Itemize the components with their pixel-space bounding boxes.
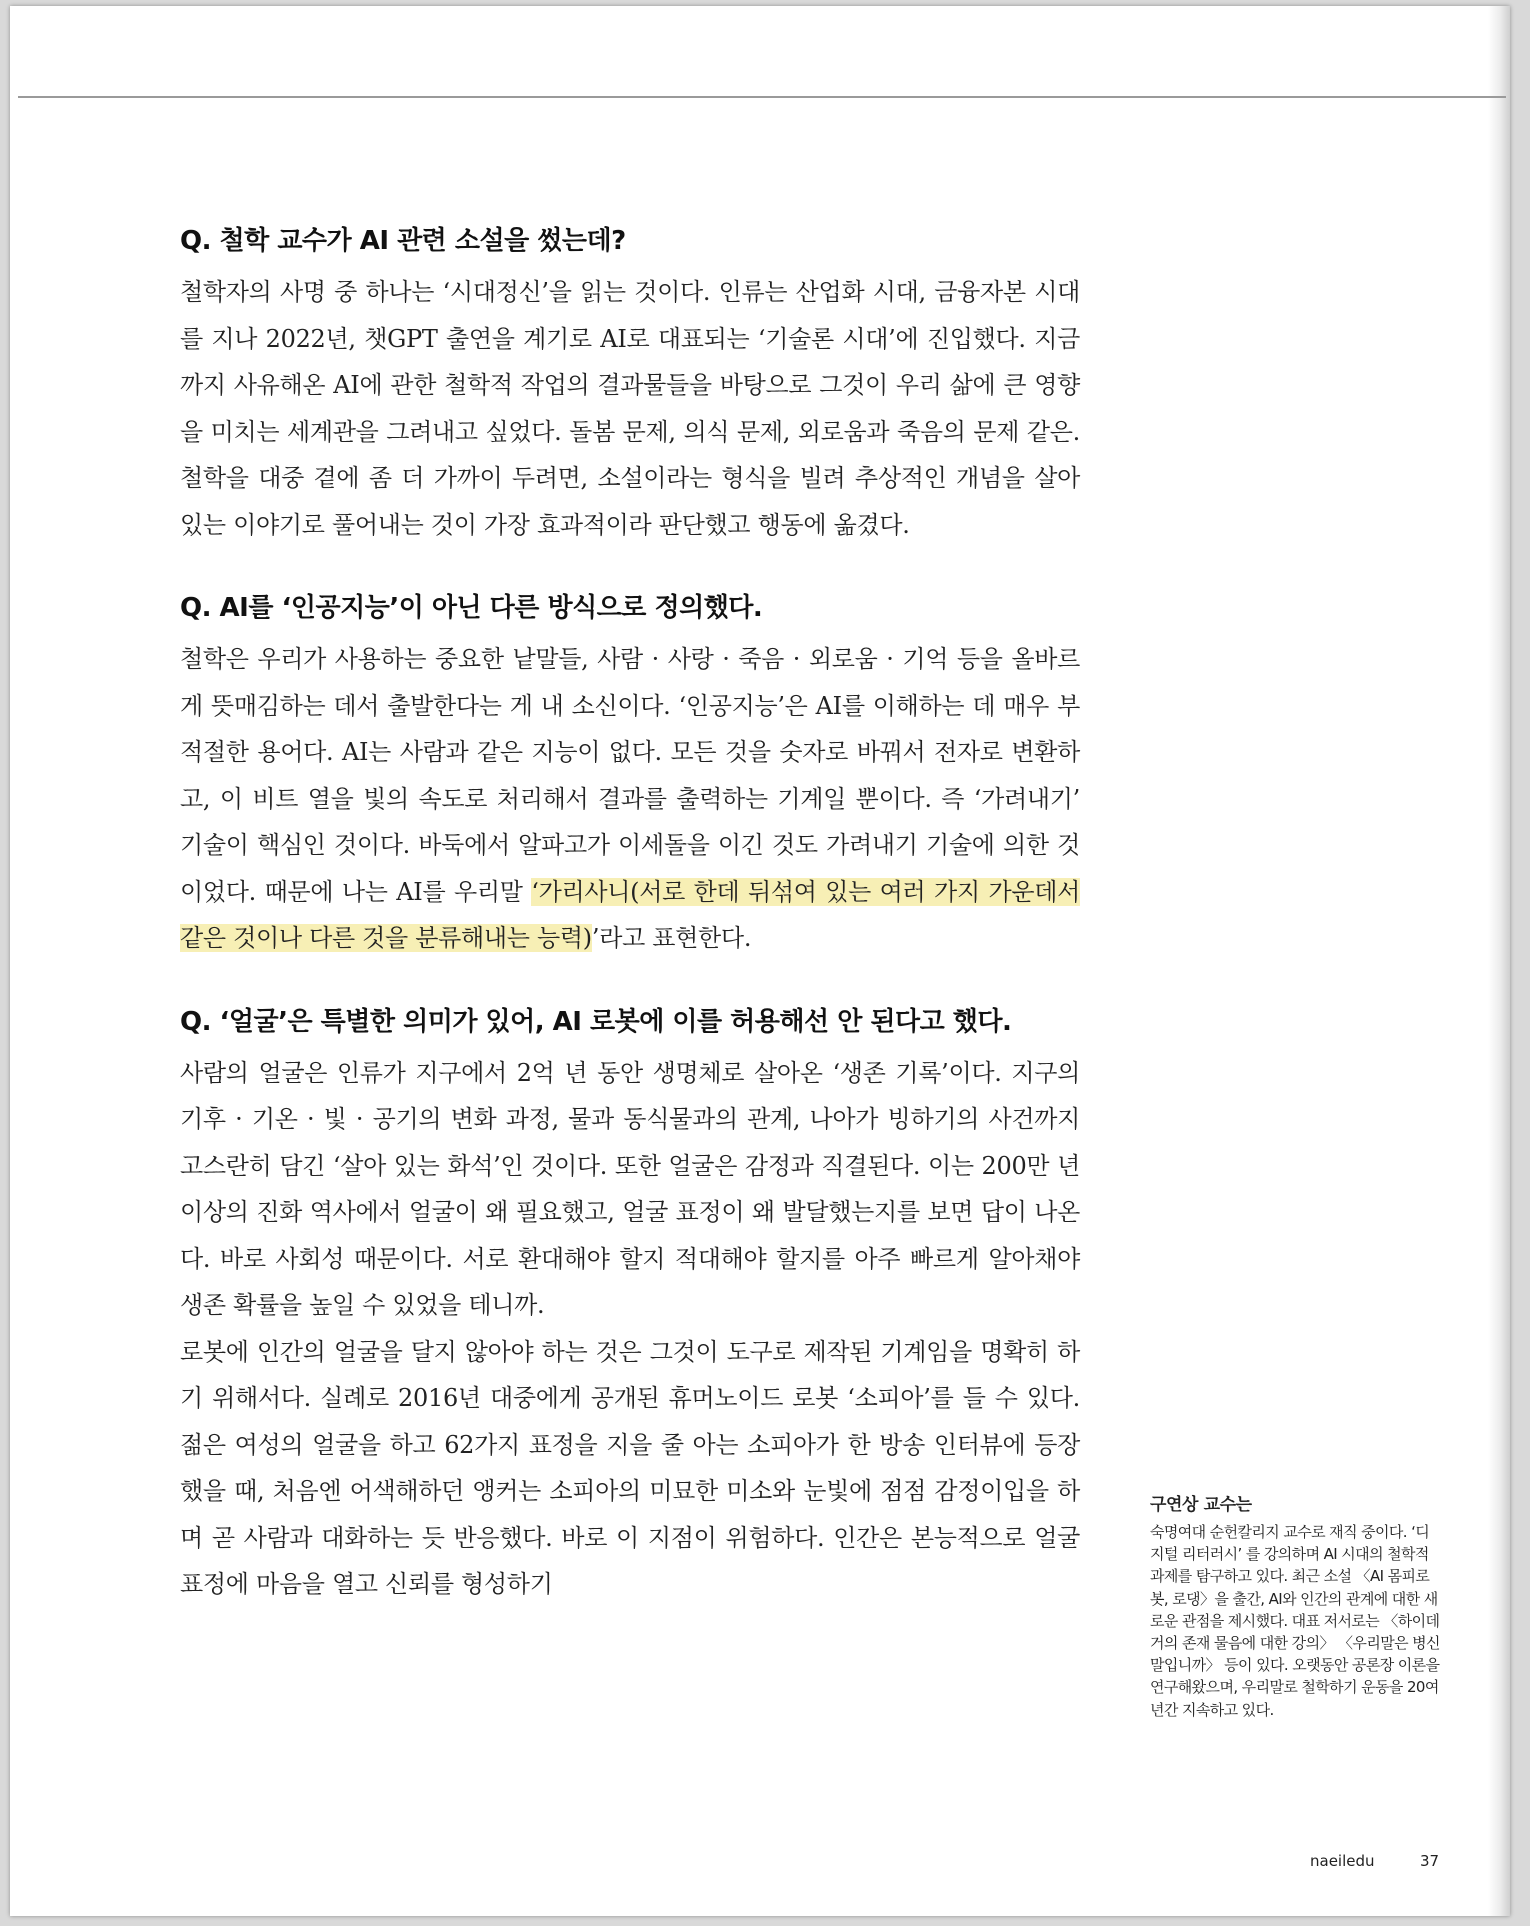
interview-article <box>180 221 1080 1648</box>
answer-text: ’라고 표현한다. <box>591 924 752 952</box>
answer-text: 철학은 우리가 사용하는 중요한 낱말들, 사람 · 사랑 · 죽음 · 외로움 · 기억 등을 올바르게 뜻매김하는 데서 출발한다는 게 내 소신이다. ‘인공지능’은 AI를 이해하는 데 매우 부적절한 용어다. AI는 사람과 같은 지능이 없다. 모든 것을 숫자로 바꿔서 전자로 변환하고, 이 비트 열을 빛의 속도로 처리해서 결과를 출력하는 기계일 뿐이다. 즉 ‘가려내기’ 기술이 핵심인 것이다. 바둑에서 알파고가 이세돌을 이긴 것도 가려내기 기술에 의한 것이었다. 때문에 나는 AI를 우리말 <box>180 645 1080 906</box>
qa-section-2 <box>180 588 1080 962</box>
qa-section-3 <box>180 1002 1080 1608</box>
author-bio-sidebar <box>1150 1490 1440 1721</box>
qa-section-1 <box>180 221 1080 548</box>
page-number: 37 <box>1420 1852 1440 1870</box>
answer-paragraph <box>180 636 1080 962</box>
bio-title: 구연상 교수는 <box>1150 1495 1252 1515</box>
footer-brand: naeiledu <box>1310 1852 1375 1870</box>
question-heading: Q. 철학 교수가 AI 관련 소설을 썼는데? <box>180 226 626 256</box>
question-heading: Q. AI를 ‘인공지능’이 아닌 다른 방식으로 정의했다. <box>180 593 763 623</box>
page-spine-shadow <box>1488 6 1510 1916</box>
header-divider <box>18 96 1506 98</box>
highlighted-text: ‘가리사니(서로 한데 뒤섞여 있는 여러 가지 가운데서 같은 것이나 다른 것을 분류해내는 능력) <box>180 877 1080 952</box>
magazine-page <box>10 6 1510 1916</box>
question-heading: Q. ‘얼굴’은 특별한 의미가 있어, AI 로봇에 이를 허용해선 안 된다고 했다. <box>180 1006 1012 1037</box>
answer-paragraph: 사람의 얼굴은 인류가 지구에서 2억 년 동안 생명체로 살아온 ‘생존 기록’이다. 지구의 기후 · 기온 · 빛 · 공기의 변화 과정, 물과 동식물과의 관계, 나아가 빙하기의 사건까지 고스란히 담긴 ‘살아 있는 화석’인 것이다. 또한 얼굴은 감정과 직결된다. 이는 200만 년 이상의 진화 역사에서 얼굴이 왜 필요했고, 얼굴 표정이 왜 발달했는지를 보면 답이 나온다. 바로 사회성 때문이다. 서로 환대해야 할지 적대해야 할지를 아주 빠르게 알아채야 생존 확률을 높일 수 있었을 테니까. <box>180 1058 1080 1319</box>
bio-body: 숙명여대 순헌칼리지 교수로 재직 중이다. ‘디지털 리터러시’ 를 강의하며 AI 시대의 철학적 과제를 탐구하고 있다. 최근 소설 〈AI 몸피로봇, 로댕〉을 출간, AI와 인간의 관계에 대한 새로운 관점을 제시했다. 대표 저서로는 〈하이데거의 존재 물음에 대한 강의〉 〈우리말은 병신 말입니까〉 등이 있다. 오랫동안 공론장 이론을 연구해왔으며, 우리말로 철학하기 운동을 20여 년간 지속하고 있다. <box>1150 1523 1440 1719</box>
answer-paragraph: 로봇에 인간의 얼굴을 달지 않아야 하는 것은 그것이 도구로 제작된 기계임을 명확히 하기 위해서다. 실례로 2016년 대중에게 공개된 휴머노이드 로봇 ‘소피아’를 들 수 있다. 젊은 여성의 얼굴을 하고 62가지 표정을 지을 줄 아는 소피아가 한 방송 인터뷰에 등장했을 때, 처음엔 어색해하던 앵커는 소피아의 미묘한 미소와 눈빛에 점점 감정이입을 하며 곧 사람과 대화하는 듯 반응했다. 바로 이 지점이 위험하다. 인간은 본능적으로 얼굴 표정에 마음을 열고 신뢰를 형성하기 <box>180 1337 1080 1598</box>
answer-paragraph: 철학자의 사명 중 하나는 ‘시대정신’을 읽는 것이다. 인류는 산업화 시대, 금융자본 시대를 지나 2022년, 챗GPT 출연을 계기로 AI로 대표되는 ‘기술론 시대’에 진입했다. 지금까지 사유해온 AI에 관한 철학적 작업의 결과물들을 바탕으로 그것이 우리 삶에 큰 영향을 미치는 세계관을 그려내고 싶었다. 돌봄 문제, 의식 문제, 외로움과 죽음의 문제 같은. 철학을 대중 곁에 좀 더 가까이 두려면, 소설이라는 형식을 빌려 추상적인 개념을 살아 있는 이야기로 풀어내는 것이 가장 효과적이라 판단했고 행동에 옮겼다. <box>180 278 1080 539</box>
